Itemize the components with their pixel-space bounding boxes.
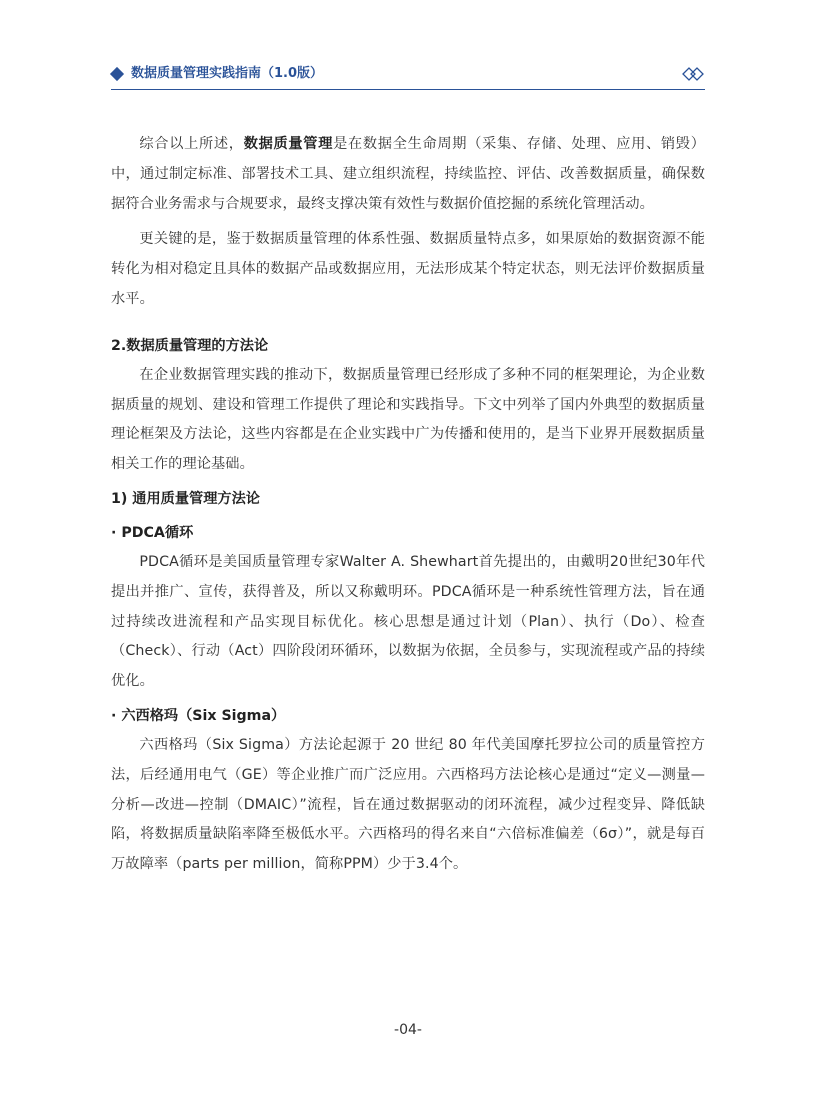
paragraph-pdca: PDCA循环是美国质量管理专家Walter A. Shewhart首先提出的，由戴明20世纪30年代提出并推广、宣传，获得普及，所以又称戴明环。PDCA循环是一种系统性管理方法，旨在通过持续改进流程和产品实现目标优化。核心思想是通过计划（Plan）、执行（Do）、检查（Check）、行动（Act）四阶段闭环循环，以数据为依据，全员参与，实现流程或产品的持续优化。 xyxy=(111,553,705,690)
page-number: -04- xyxy=(394,1022,422,1038)
header-divider xyxy=(111,89,705,90)
subsection-heading: 1) 通用质量管理方法论 xyxy=(111,490,260,507)
page-header xyxy=(111,64,705,88)
bold-term: 数据质量管理 xyxy=(243,136,334,152)
double-diamond-logo-icon xyxy=(681,64,705,84)
section-heading: 2.数据质量管理的方法论 xyxy=(111,337,269,354)
bullet-heading-pdca: · PDCA循环 xyxy=(111,524,194,541)
page-body xyxy=(111,130,705,880)
paragraph-key-point: 更关键的是，鉴于数据质量管理的体系性强、数据质量特点多，如果原始的数据资源不能转化为相对稳定且具体的数据产品或数据应用，无法形成某个特定状态，则无法评价数据质量水平。 xyxy=(111,231,705,307)
paragraph-definition: 综合以上所述，数据质量管理是在数据全生命周期（采集、存储、处理、应用、销毁）中，通过制定标准、部署技术工具、建立组织流程，持续监控、评估、改善数据质量，确保数据符合业务需求与合规要求，最终支撑决策有效性与数据价值挖掘的系统化管理活动。 xyxy=(111,136,705,212)
diamond-icon xyxy=(110,67,124,81)
paragraph-methodology-intro: 在企业数据管理实践的推动下，数据质量管理已经形成了多种不同的框架理论，为企业数据质量的规划、建设和管理工作提供了理论和实践指导。下文中列举了国内外典型的数据质量理论框架及方法论，这些内容都是在企业实践中广为传播和使用的，是当下业界开展数据质量相关工作的理论基础。 xyxy=(111,366,705,473)
paragraph-six-sigma: 六西格玛（Six Sigma）方法论起源于 20 世纪 80 年代美国摩托罗拉公司的质量管控方法，后经通用电气（GE）等企业推广而广泛应用。六西格玛方法论核心是通过“定义—测量—分析—改进—控制（DMAIC）”流程，旨在通过数据驱动的闭环流程，减少过程变异、降低缺陷，将数据质量缺陷率降至极低水平。六西格玛的得名来自“六倍标准偏差（6σ）”，就是每百万故障率（parts per million，简称PPM）少于3.4个。 xyxy=(111,736,705,873)
bullet-heading-six-sigma: · 六西格玛（Six Sigma） xyxy=(111,707,286,724)
document-title: 数据质量管理实践指南（1.0版） xyxy=(131,66,324,81)
